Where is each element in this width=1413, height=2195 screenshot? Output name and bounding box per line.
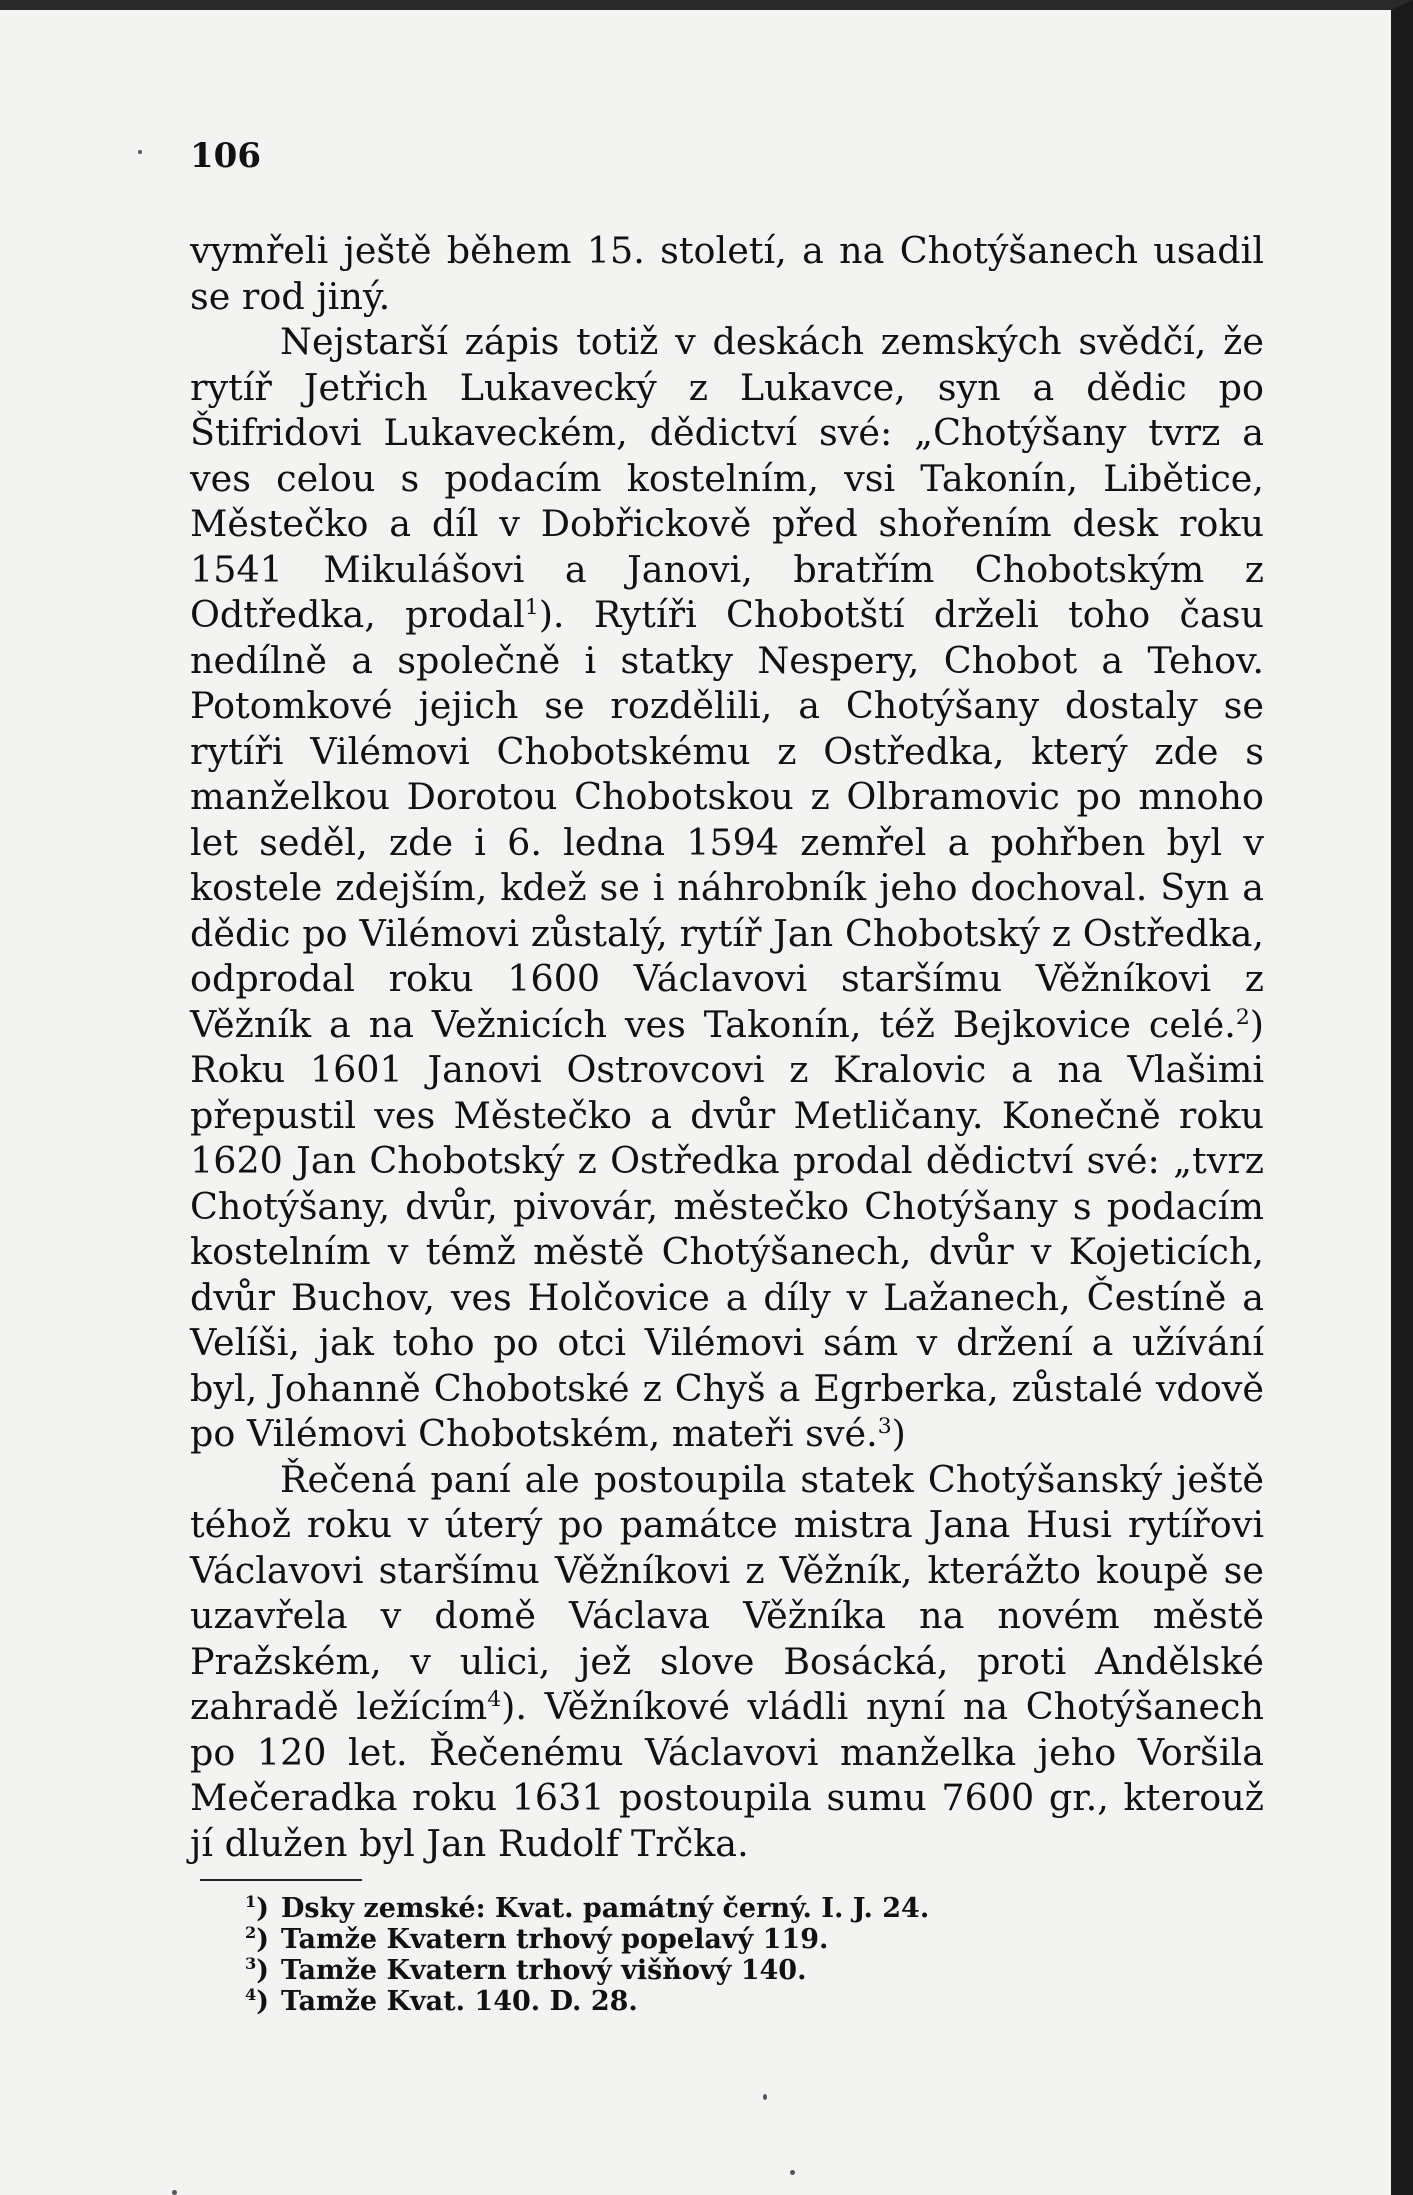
scan-speck [790, 2170, 795, 2175]
paragraph-text: Nejstarší zápis totiž v deskách zemských svědčí, že rytíř Jetřich Lukavecký z Lukavce, syn a dědic po Štifridovi Lukaveckém, dědictví své: „Chotýšany tvrz a ves celou s podacím kostelním, vsi Takonín, Libětice, Městečko a díl v Dobřickově před shořením desk roku 1541 Mikulášovi a Janovi, bratřím Chobotským z Odtředka, prodal [190, 320, 1264, 636]
footnote-mark: $^4$) [245, 1985, 270, 2017]
paragraph-text: ). Rytíři Chobotští drželi toho času nedílně a společně i statky Nespery, Chobot a Tehov. Potomkové jejich se rozdělili, a Chotýšany dostaly se rytíři Vilémovi Chobotskému z Ostředka, který zde s manželkou Dorotou Chobotskou z Olbramovic po mnoho let seděl, zde i 6. ledna 1594 zemřel a pohřben byl v kostele zdejším, kdež se i náhrobník jeho dochoval. Syn a dědic po Vilémovi zůstalý, rytíř Jan Chobotský z Ostředka, odprodal roku 1600 Václavovi staršímu Věžníkovi z Věžník a na Vežnicích ves Takonín, též Bejkovice celé. [190, 593, 1265, 1046]
footnote-divider [200, 1879, 362, 1881]
footnote-number: 4 [245, 1985, 257, 2004]
footnote-number: 2 [245, 1923, 257, 1942]
footnote-mark: $^2$) [245, 1923, 270, 1955]
footnote [245, 1924, 929, 1955]
paragraph-text: ). Věžníkové vládli nyní na Chotýšanech po 120 let. Řečenému Václavovi manželka jeho Voršila Mečeradka roku 1631 postoupila sumu 7600 gr., kterouž jí dlužen byl Jan Rudolf Trčka. [190, 1685, 1264, 1865]
paragraph-text: ) Roku 1601 Janovi Ostrovcovi z Kralovic a na Vlašimi přepustil ves Městečko a dvůr Metličany. Konečně roku 1620 Jan Chobotský z Ostředka prodal dědictví své: „tvrz Chotýšany, dvůr, pivovár, městečko Chotýšany s podacím kostelním v témž městě Chotýšanech, dvůr v Kojeticích, dvůr Buchov, ves Holčovice a díly v Lažanech, Čestíně a Velíši, jak toho po otci Vilémovi sám v držení a užívání byl, Johanně Chobotské z Chyš a Egrberka, zůstalé vdově po Vilémovi Chobotském, mateři své. [190, 1002, 1264, 1455]
body-text [190, 228, 1264, 1866]
footnote [245, 1955, 929, 1986]
scan-speck [138, 150, 142, 154]
footnote-reference: 4 [487, 1686, 502, 1712]
footnote-text: Tamže Kvatern trhový višňový 140. [281, 1955, 807, 1986]
footnote-number: 1 [245, 1892, 257, 1911]
paragraph [190, 1457, 1264, 1867]
paragraph-text: Řečená paní ale postoupila statek Chotýšanský ještě téhož roku v úterý po památce mistra Jana Husi rytířovi Václavovi staršímu Věžníkovi z Věžník, kterážto koupě se uzavřela v domě Václava Věžníka na novém městě Pražském, v ulici, jež slove Bosácká, proti Andělské zahradě ležícím [190, 1457, 1264, 1728]
footnote-text: Dsky zemské: Kvat. památný černý. I. J. 24. [281, 1893, 930, 1924]
footnotes [245, 1893, 929, 2017]
footnote-text: Tamže Kvat. 140. D. 28. [281, 1986, 638, 2017]
footnote [245, 1893, 929, 1924]
page-number: 106 [190, 136, 261, 176]
footnote-mark: $^1$) [245, 1892, 270, 1924]
footnote-mark: $^3$) [245, 1954, 270, 1986]
footnote [245, 1986, 929, 2017]
paragraph-text: vymřeli ještě během 15. století, a na Chotýšanech usadil se rod jiný. [190, 229, 1264, 318]
footnote-reference: 2 [1235, 1004, 1250, 1030]
scan-speck [763, 2094, 767, 2100]
paragraph [190, 228, 1264, 319]
footnote-reference: 1 [524, 594, 539, 620]
footnote-reference: 3 [877, 1413, 892, 1439]
paragraph-text: ) [891, 1412, 906, 1455]
paragraph [190, 319, 1264, 1457]
footnote-text: Tamže Kvatern trhový popelavý 119. [281, 1924, 829, 1955]
scan-speck [172, 2190, 177, 2195]
footnote-number: 3 [245, 1954, 257, 1973]
